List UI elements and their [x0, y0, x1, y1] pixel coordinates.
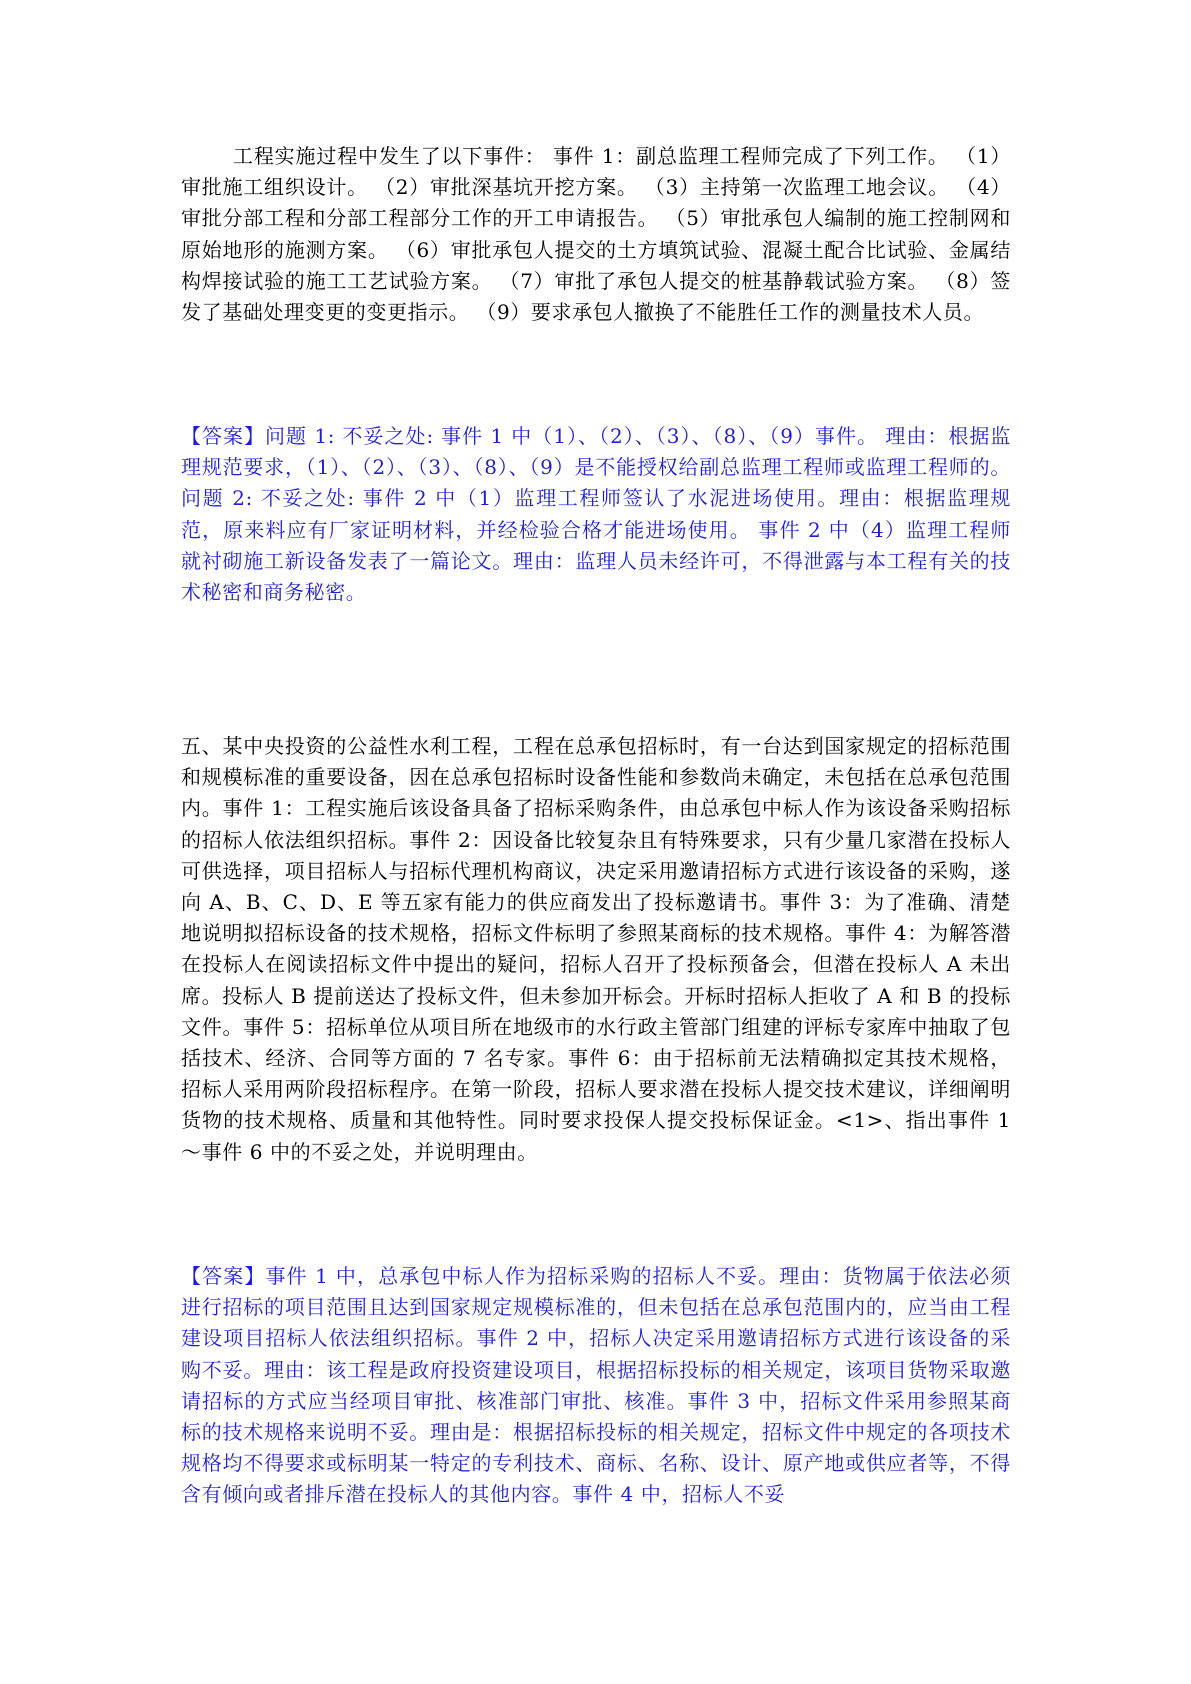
answer-paragraph-question-5: 【答案】事件 1 中，总承包中标人作为招标采购的招标人不妥。理由：货物属于依法必须进行招标的项目范围且达到国家规定规模标准的，但未包括在总承包范围内的，应当由工程建设项目招标人依法组织招标。事件 2 中，招标人决定采用邀请招标方式进行该设备的采购不妥。理由：该工程是政府投资建设项目，根据招标投标的相关规定，该项目货物采取邀请招标的方式应当经项目审批、核准部门审批、核准。事件 3 中，招标文件采用参照某商标的技术规格来说明不妥。理由是：根据招标投标的相关规定，招标文件中规定的各项技术规格均不得要求或标明某一特定的专利技术、商标、名称、设计、原产地或供应者等，不得含有倾向或者排斥潜在投标人的其他内容。事件 4 中，招标人不妥: [181, 1264, 1011, 1507]
answer-paragraph-question-4: 【答案】问题 1: 不妥之处: 事件 1 中（1）、（2）、（3）、（8）、（9）事件。 理由：根据监理规范要求，（1）、（2）、（3）、（8）、（9）是不能授权给副总监理工程师或监理工程师的。 问题 2: 不妥之处: 事件 2 中（1）监理工程师签认了水泥进场使用。理由：根据监理规范，原来料应有厂家证明材料，并经检验合格才能进场使用。 事件 2 中（4）监理工程师就衬砌施工新设备发表了一篇论文。理由：监理人员未经许可，不得泄露与本工程有关的技术秘密和商务秘密。: [181, 424, 1011, 605]
question-5-paragraph: 五、某中央投资的公益性水利工程，工程在总承包招标时，有一台达到国家规定的招标范围和规模标准的重要设备，因在总承包招标时设备性能和参数尚未确定，未包括在总承包范围内。事件 1：工程实施后该设备具备了招标采购条件，由总承包中标人作为该设备采购招标的招标人依法组织招标。事件 2：因设备比较复杂且有特殊要求，只有少量几家潜在投标人可供选择，项目招标人与招标代理机构商议，决定采用邀请招标方式进行该设备的采购，遂向 A、B、C、D、E 等五家有能力的供应商发出了投标邀请书。事件 3：为了准确、清楚地说明拟招标设备的技术规格，招标文件标明了参照某商标的技术规格。事件 4：为解答潜在投标人在阅读招标文件中提出的疑问，招标人召开了投标预备会，但潜在投标人 A 未出席。投标人 B 提前送达了投标文件，但未参加开标会。开标时招标人拒收了 A 和 B 的投标文件。事件 5：招标单位从项目所在地级市的水行政主管部门组建的评标专家库中抽取了包括技术、经济、合同等方面的 7 名专家。事件 6：由于招标前无法精确拟定其技术规格，招标人采用两阶段招标程序。在第一阶段，招标人要求潜在投标人提交技术建议，详细阐明货物的技术规格、质量和其他特性。同时要求投保人提交投标保证金。<1>、指出事件 1～事件 6 中的不妥之处，并说明理由。: [181, 734, 1011, 1164]
events-question-paragraph: 工程实施过程中发生了以下事件： 事件 1：副总监理工程师完成了下列工作。 （1）审批施工组织设计。 （2）审批深基坑开挖方案。 （3）主持第一次监理工地会议。 （4）审批分部工程和分部工程部分工作的开工申请报告。 （5）审批承包人编制的施工控制网和原始地形的施测方案。 （6）审批承包人提交的土方填筑试验、混凝土配合比试验、金属结构焊接试验的施工工艺试验方案。 （7）审批了承包人提交的桩基静载试验方案。 （8）签发了基础处理变更的变更指示。 （9）要求承包人撤换了不能胜任工作的测量技术人员。: [181, 144, 1011, 325]
